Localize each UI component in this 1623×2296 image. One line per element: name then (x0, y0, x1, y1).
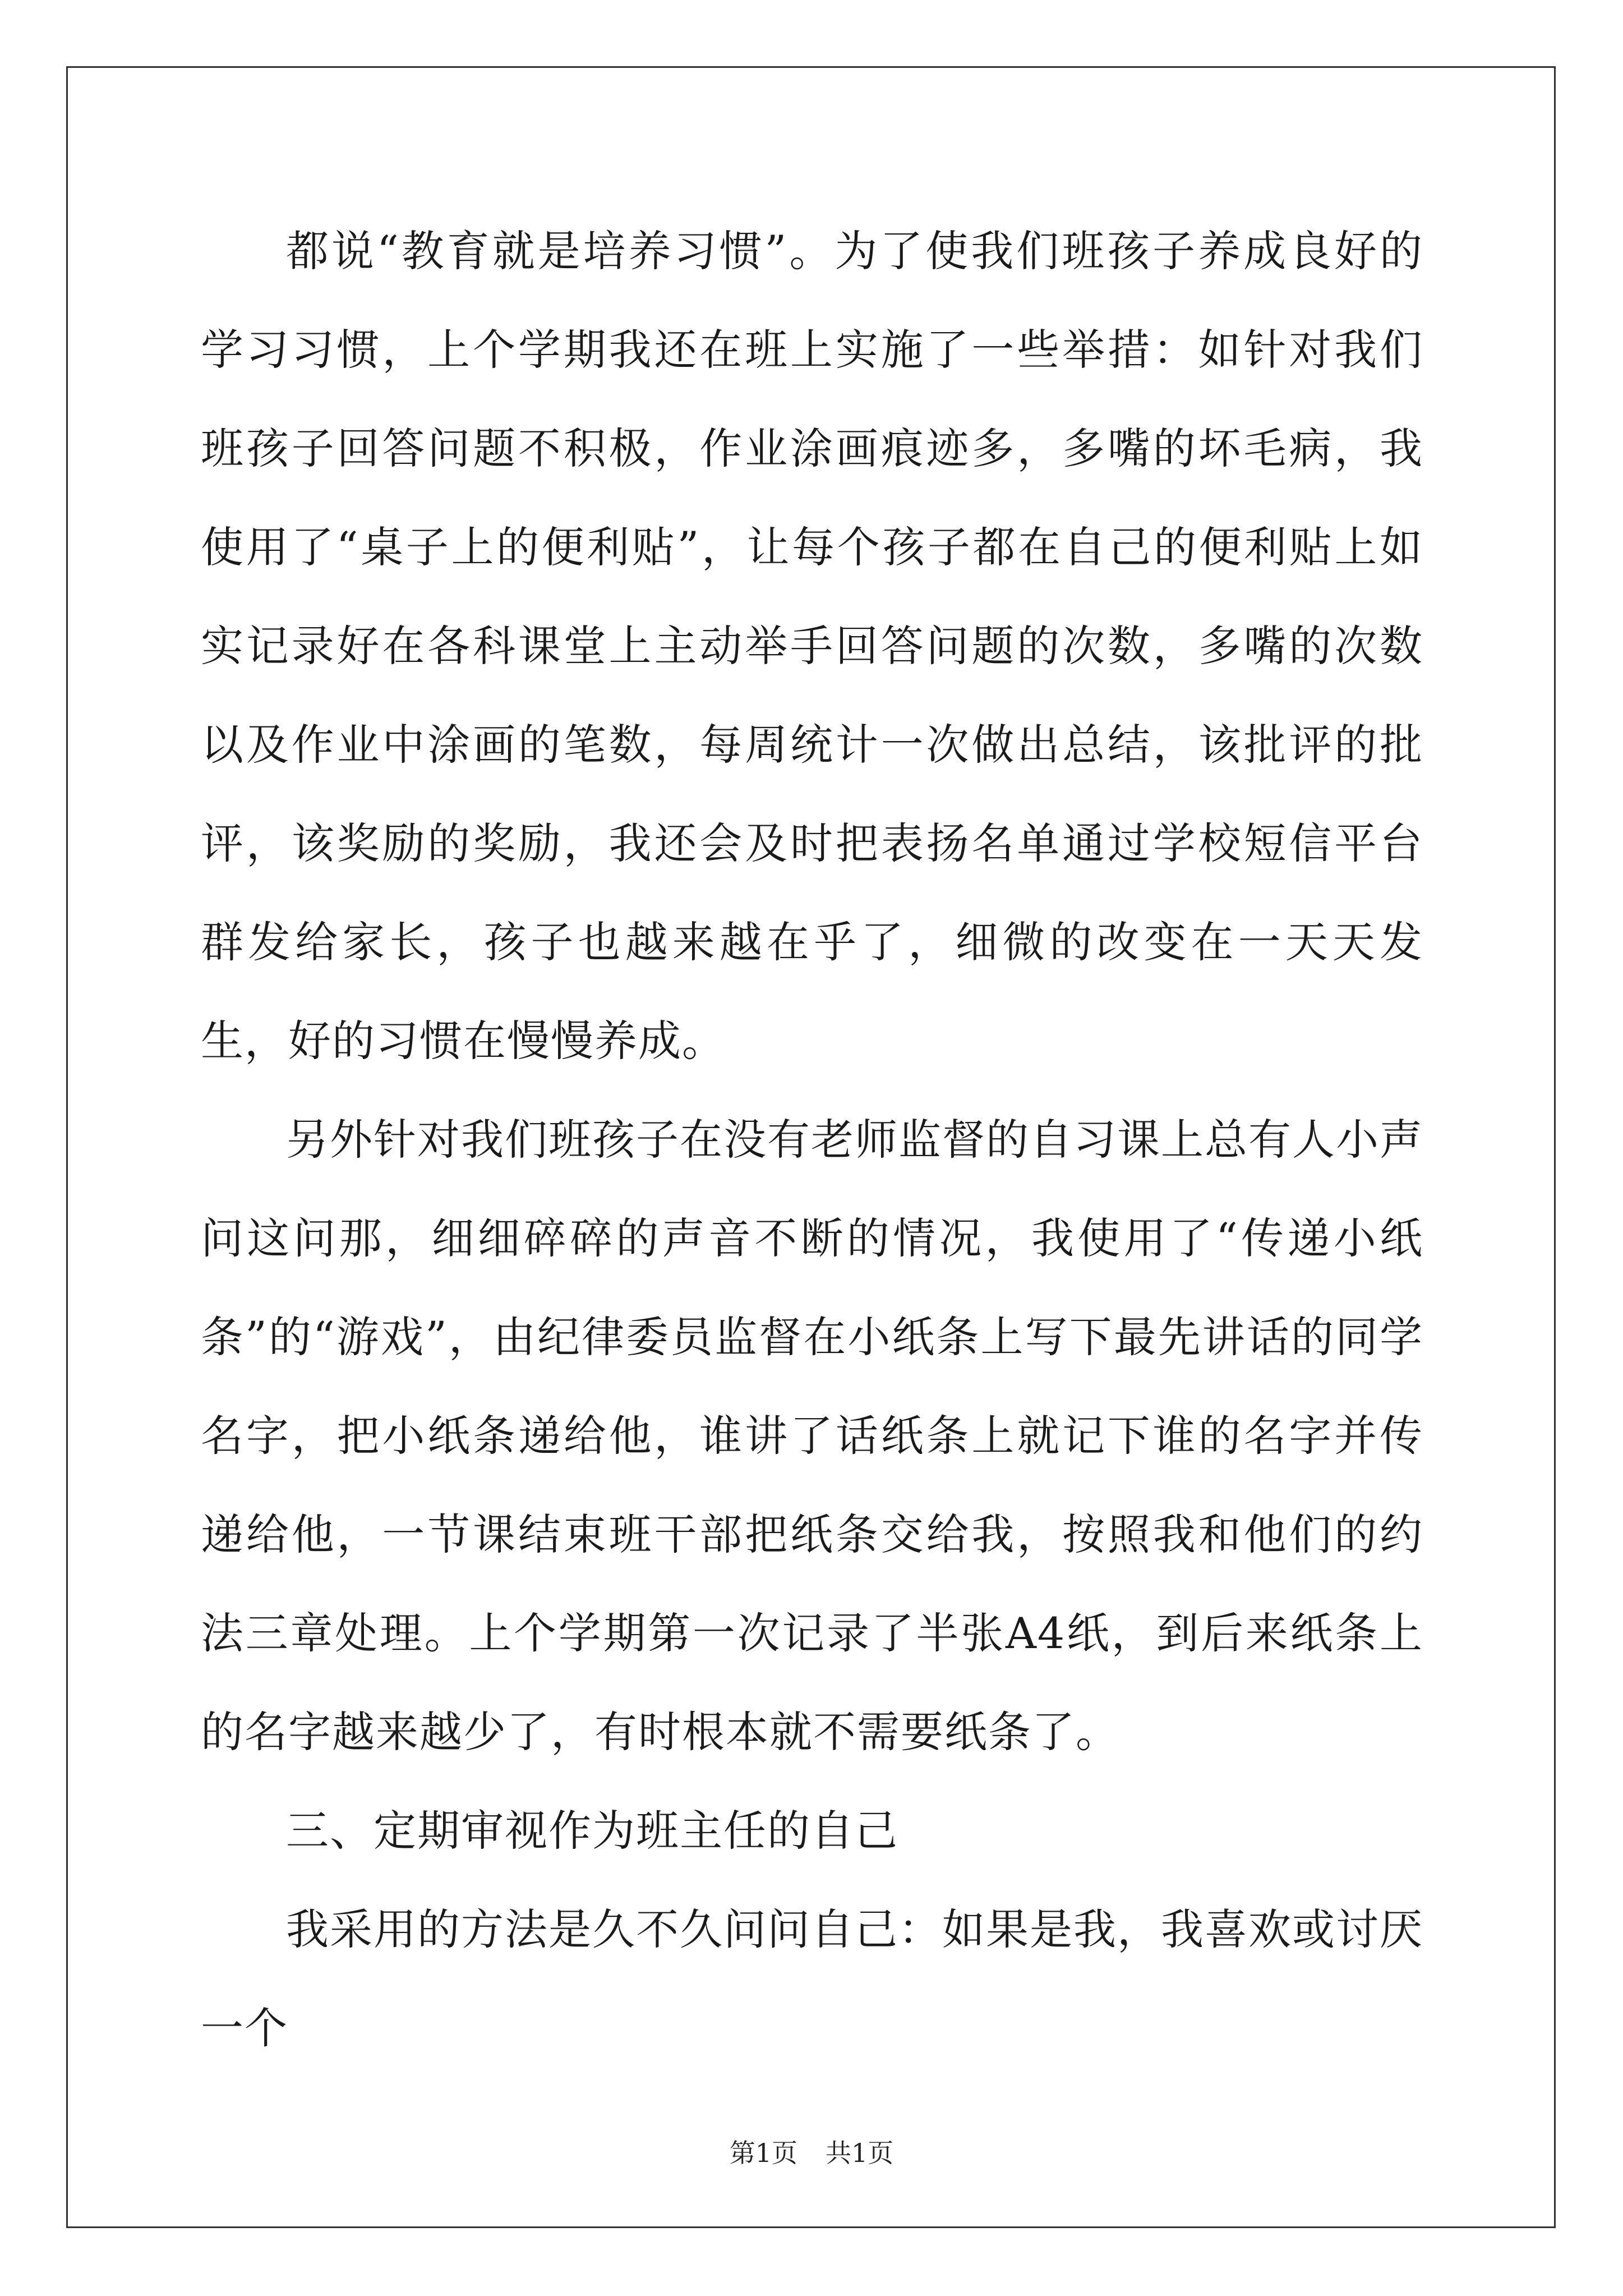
paragraph-note-passing: 另外针对我们班孩子在没有老师监督的自习课上总有人小声问这问那，细细碎碎的声音不断的情况，我使用了“传递小纸条”的“游戏”，由纪律委员监督在小纸条上写下最先讲话的同学名字，把小纸条递给他，谁讲了话纸条上就记下谁的名字并传递给他，一节课结束班干部把纸条交给我，按照我和他们的约法三章处理。上个学期第一次记录了半张A4纸，到后来纸条上的名字越来越少了，有时根本就不需要纸条了。 (201, 1115, 1423, 1757)
paragraph-self-review: 我采用的方法是久不久问问自己：如果是我，我喜欢或讨厌一个 (201, 1904, 1423, 2053)
document-body (201, 202, 1423, 2078)
page-footer (0, 2136, 1623, 2170)
paragraph-habits: 都说“教育就是培养习惯”。为了使我们班孩子养成良好的学习习惯，上个学期我还在班上实施了一些举措：如针对我们班孩子回答问题不积极，作业涂画痕迹多，多嘴的坏毛病，我使用了“桌子上的便利贴”，让每个孩子都在自己的便利贴上如实记录好在各科课堂上主动举手回答问题的次数，多嘴的次数以及作业中涂画的笔数，每周统计一次做出总结，该批评的批评，该奖励的奖励，我还会及时把表扬名单通过学校短信平台群发给家长，孩子也越来越在乎了，细微的改变在一天天发生，好的习惯在慢慢养成。 (201, 226, 1423, 1066)
section-heading: 三、定期审视作为班主任的自己 (286, 1806, 898, 1856)
page-number-total: 共1页 (826, 2138, 894, 2168)
page-number-current: 第1页 (729, 2138, 797, 2168)
